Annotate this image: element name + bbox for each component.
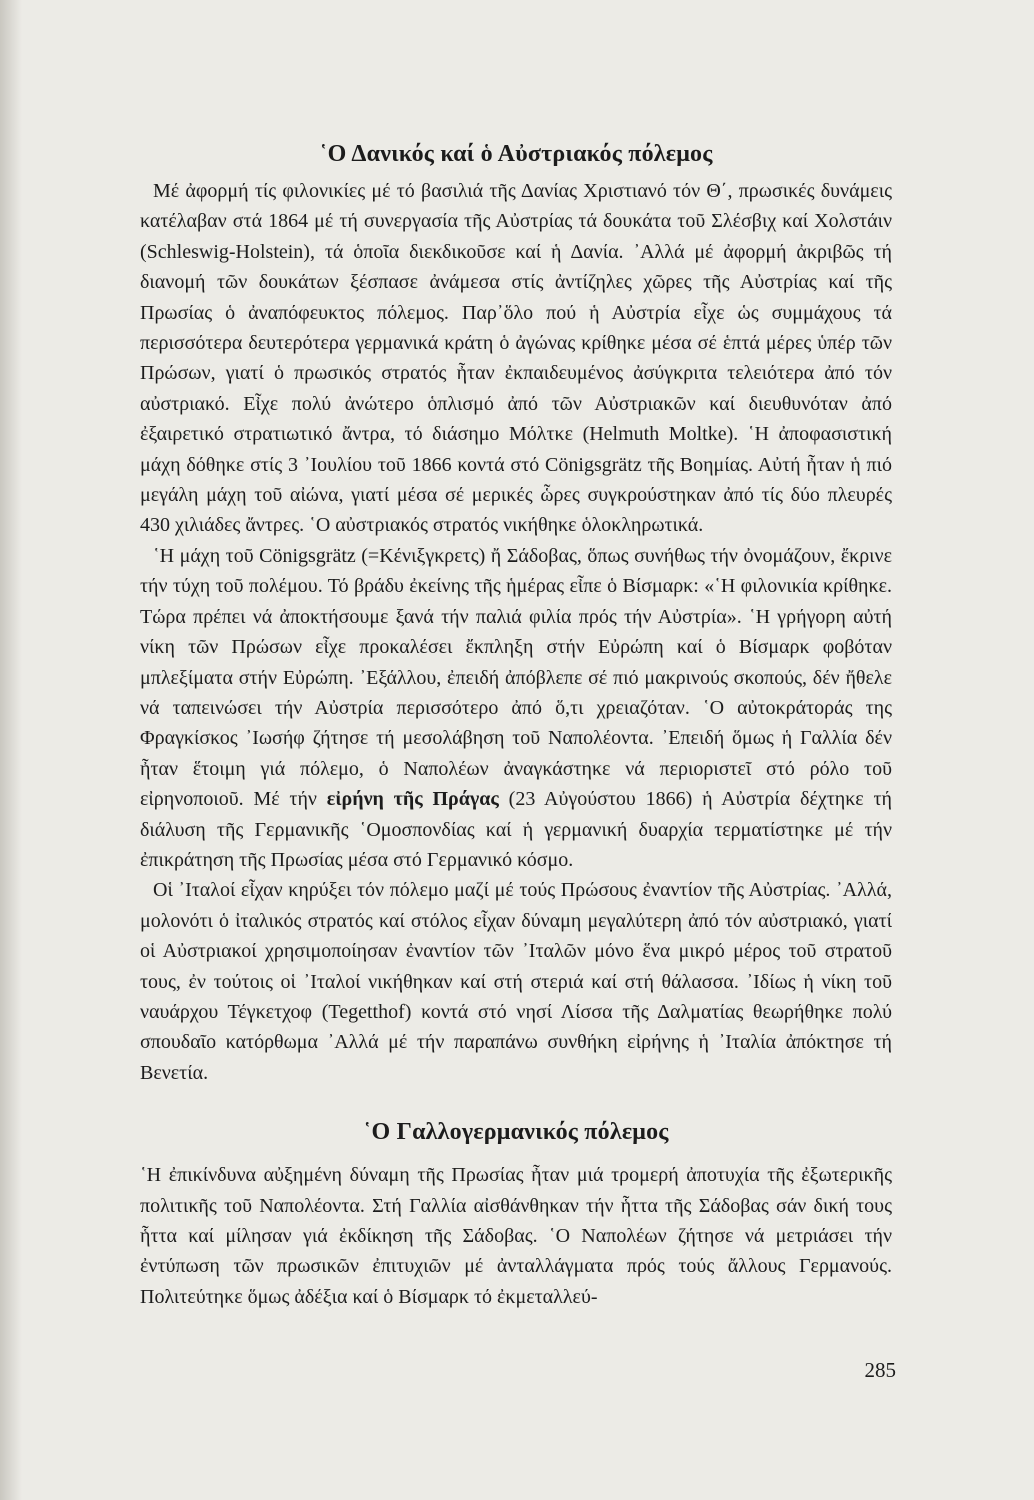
page-number: 285 <box>864 1358 896 1382</box>
paragraph-2 <box>140 541 892 875</box>
section-heading-danish-austrian-war: ῾Ο Δανικός καί ὁ Αὐστριακός πόλεμος <box>319 141 713 167</box>
text-body <box>140 136 892 1312</box>
paragraph-2-text-b: (23 Αὐγούστου 1866) ἡ Αὐστρία δέχτηκε τή διάλυση τῆς Γερμανικῆς ῾Ομοσπονδίας καί ἡ γερμανική δυαρχία τερματίστηκε μέ τήν ἐπικράτηση τῆς Πρωσίας μέσα στό Γερμανικό κόσμο. <box>140 788 892 871</box>
paragraph-1: Μέ ἀφορμή τίς φιλονικίες μέ τό βασιλιά τῆς Δανίας Χριστιανό τόν Θ΄, πρωσικές δυνάμεις κατέλαβαν στά 1864 μέ τή συνεργασία τῆς Αὐστρίας τά δουκάτα τοῦ Σλέσβιχ καί Χολστάιν (Schleswig-Holstein), τά ὁποῖα διεκδικοῦσε καί ἡ Δανία. ᾿Αλλά μέ ἀφορμή ἀκριβῶς τή διανομή τῶν δουκάτων ξέσπασε ἀνάμεσα στίς ἀντίζηλες χῶρες τῆς Αὐστρίας καί τῆς Πρωσίας ὁ ἀναπόφευκτος πόλεμος. Παρ᾿ὅλο πού ἡ Αὐστρία εἶχε ὡς συμμάχους τά περισσότερα δευτερότερα γερμανικά κράτη ὁ ἀγώνας κρίθηκε μέσα σέ ἑπτά μέρες ὑπέρ τῶν Πρώσων, γιατί ὁ πρωσικός στρατός ἦταν ἐκπαιδευμένος ἀσύγκριτα τελειότερα ἀπό τόν αὐστριακό. Εἶχε πολύ ἀνώτερο ὁπλισμό ἀπό τῶν Αὐστριακῶν καί διευθυνόταν ἀπό ἐξαιρετικό στρατιωτικό ἄντρα, τό διάσημο Μόλτκε (Helmuth Moltke). ῾Η ἀποφασιστική μάχη δόθηκε στίς 3 ᾿Ιουλίου τοῦ 1866 κοντά στό Cönigsgrätz τῆς Βοημίας. Αὐτή ἦταν ἡ πιό μεγάλη μάχη τοῦ αἰώνα, γιατί μέσα σέ μερικές ὧρες συγκρούστηκαν ἀπό τίς δύο πλευρές 430 χιλιάδες ἄντρες. ῾Ο αὐστριακός στρατός νικήθηκε ὁλοκληρωτικά. <box>140 180 892 537</box>
section-heading-franco-german-war: ῾Ο Γαλλογερμανικός πόλεμος <box>363 1119 669 1146</box>
paragraph-4: ῾Η ἐπικίνδυνα αὐξημένη δύναμη τῆς Πρωσίας ἦταν μιά τρομερή ἀποτυχία τῆς ἐξωτερικῆς πολιτικῆς τοῦ Ναπολέοντα. Στή Γαλλία αἰσθάνθηκαν τήν ἧττα τῆς Σάδοβας σάν δική τους ἧττα καί μίλησαν γιά ἐκδίκηση τῆς Σάδοβας. ῾Ο Ναπολέων ζήτησε νά μετριάσει τήν ἐντύπωση τῶν πρωσικῶν ἐπιτυχιῶν μέ ἀνταλλάγματα πρός τούς ἄλλους Γερμανούς. Πολιτεύτηκε ὅμως ἀδέξια καί ὁ Βίσμαρκ τό ἐκμεταλλεύ- <box>140 1164 892 1308</box>
paragraph-2-text-a: ῾Η μάχη τοῦ Cönigsgrätz (=Κένιξγκρετς) ἤ Σάδοβας, ὅπως συνήθως τήν ὀνομάζουν, ἔκρινε τήν τύχη τοῦ πολέμου. Τό βράδυ ἐκείνης τῆς ἡμέρας εἶπε ὁ Βίσμαρκ: «῾Η φιλονικία κρίθηκε. Τώρα πρέπει νά ἀποκτήσουμε ξανά τήν παλιά φιλία πρός τήν Αὐστρία». ῾Η γρήγορη αὐτή νίκη τῶν Πρώσων εἶχε προκαλέσει ἔκπληξη στήν Εὐρώπη καί ὁ Βίσμαρκ φοβόταν μπλεξίματα στήν Εὐρώπη. ᾿Εξάλλου, ἐπειδή ἀπόβλεπε σέ πιό μακρινούς σκοπούς, δέν ἤθελε νά ταπεινώσει τήν Αὐστρία περισσότερο ἀπό ὅ,τι χρειαζόταν. ῾Ο αὐτοκράτοράς της Φραγκίσκος ᾿Ιωσήφ ζήτησε τή μεσολάβηση τοῦ Ναπολέοντα. ᾿Επειδή ὅμως ἡ Γαλλία δέν ἦταν ἕτοιμη γιά πόλεμο, ὁ Ναπολέων ἀναγκάστηκε νά περιοριστεῖ στό ρόλο τοῦ εἰρηνοποιοῦ. Μέ τήν <box>140 544 892 811</box>
page-gutter-shadow <box>0 0 22 1500</box>
peace-of-prague-bold: εἰρήνη τῆς Πράγας <box>326 788 499 811</box>
paragraph-3: Οἱ ᾿Ιταλοί εἶχαν κηρύξει τόν πόλεμο μαζί μέ τούς Πρώσους ἐναντίον τῆς Αὐστρίας. ᾿Αλλά, μολονότι ὁ ἰταλικός στρατός καί στόλος εἶχαν δύναμη μεγαλύτερη ἀπό τόν αὐστριακό, γιατί οἱ Αὐστριακοί χρησιμοποίησαν ἐναντίον τῶν ᾿Ιταλῶν μόνο ἕνα μικρό μέρος τοῦ στρατοῦ τους, ἐν τούτοις οἱ ᾿Ιταλοί νικήθηκαν καί στή στεριά καί στή θάλασσα. ᾿Ιδίως ἡ νίκη τοῦ ναυάρχου Τέγκετχοφ (Tegetthof) κοντά στό νησί Λίσσα τῆς Δαλματίας θεωρήθηκε πολύ σπουδαῖο κατόρθωμα ᾿Αλλά μέ τήν παραπάνω συνθήκη εἰρήνης ἡ ᾿Ιταλία ἀπόκτησε τή Βενετία. <box>140 879 892 1084</box>
